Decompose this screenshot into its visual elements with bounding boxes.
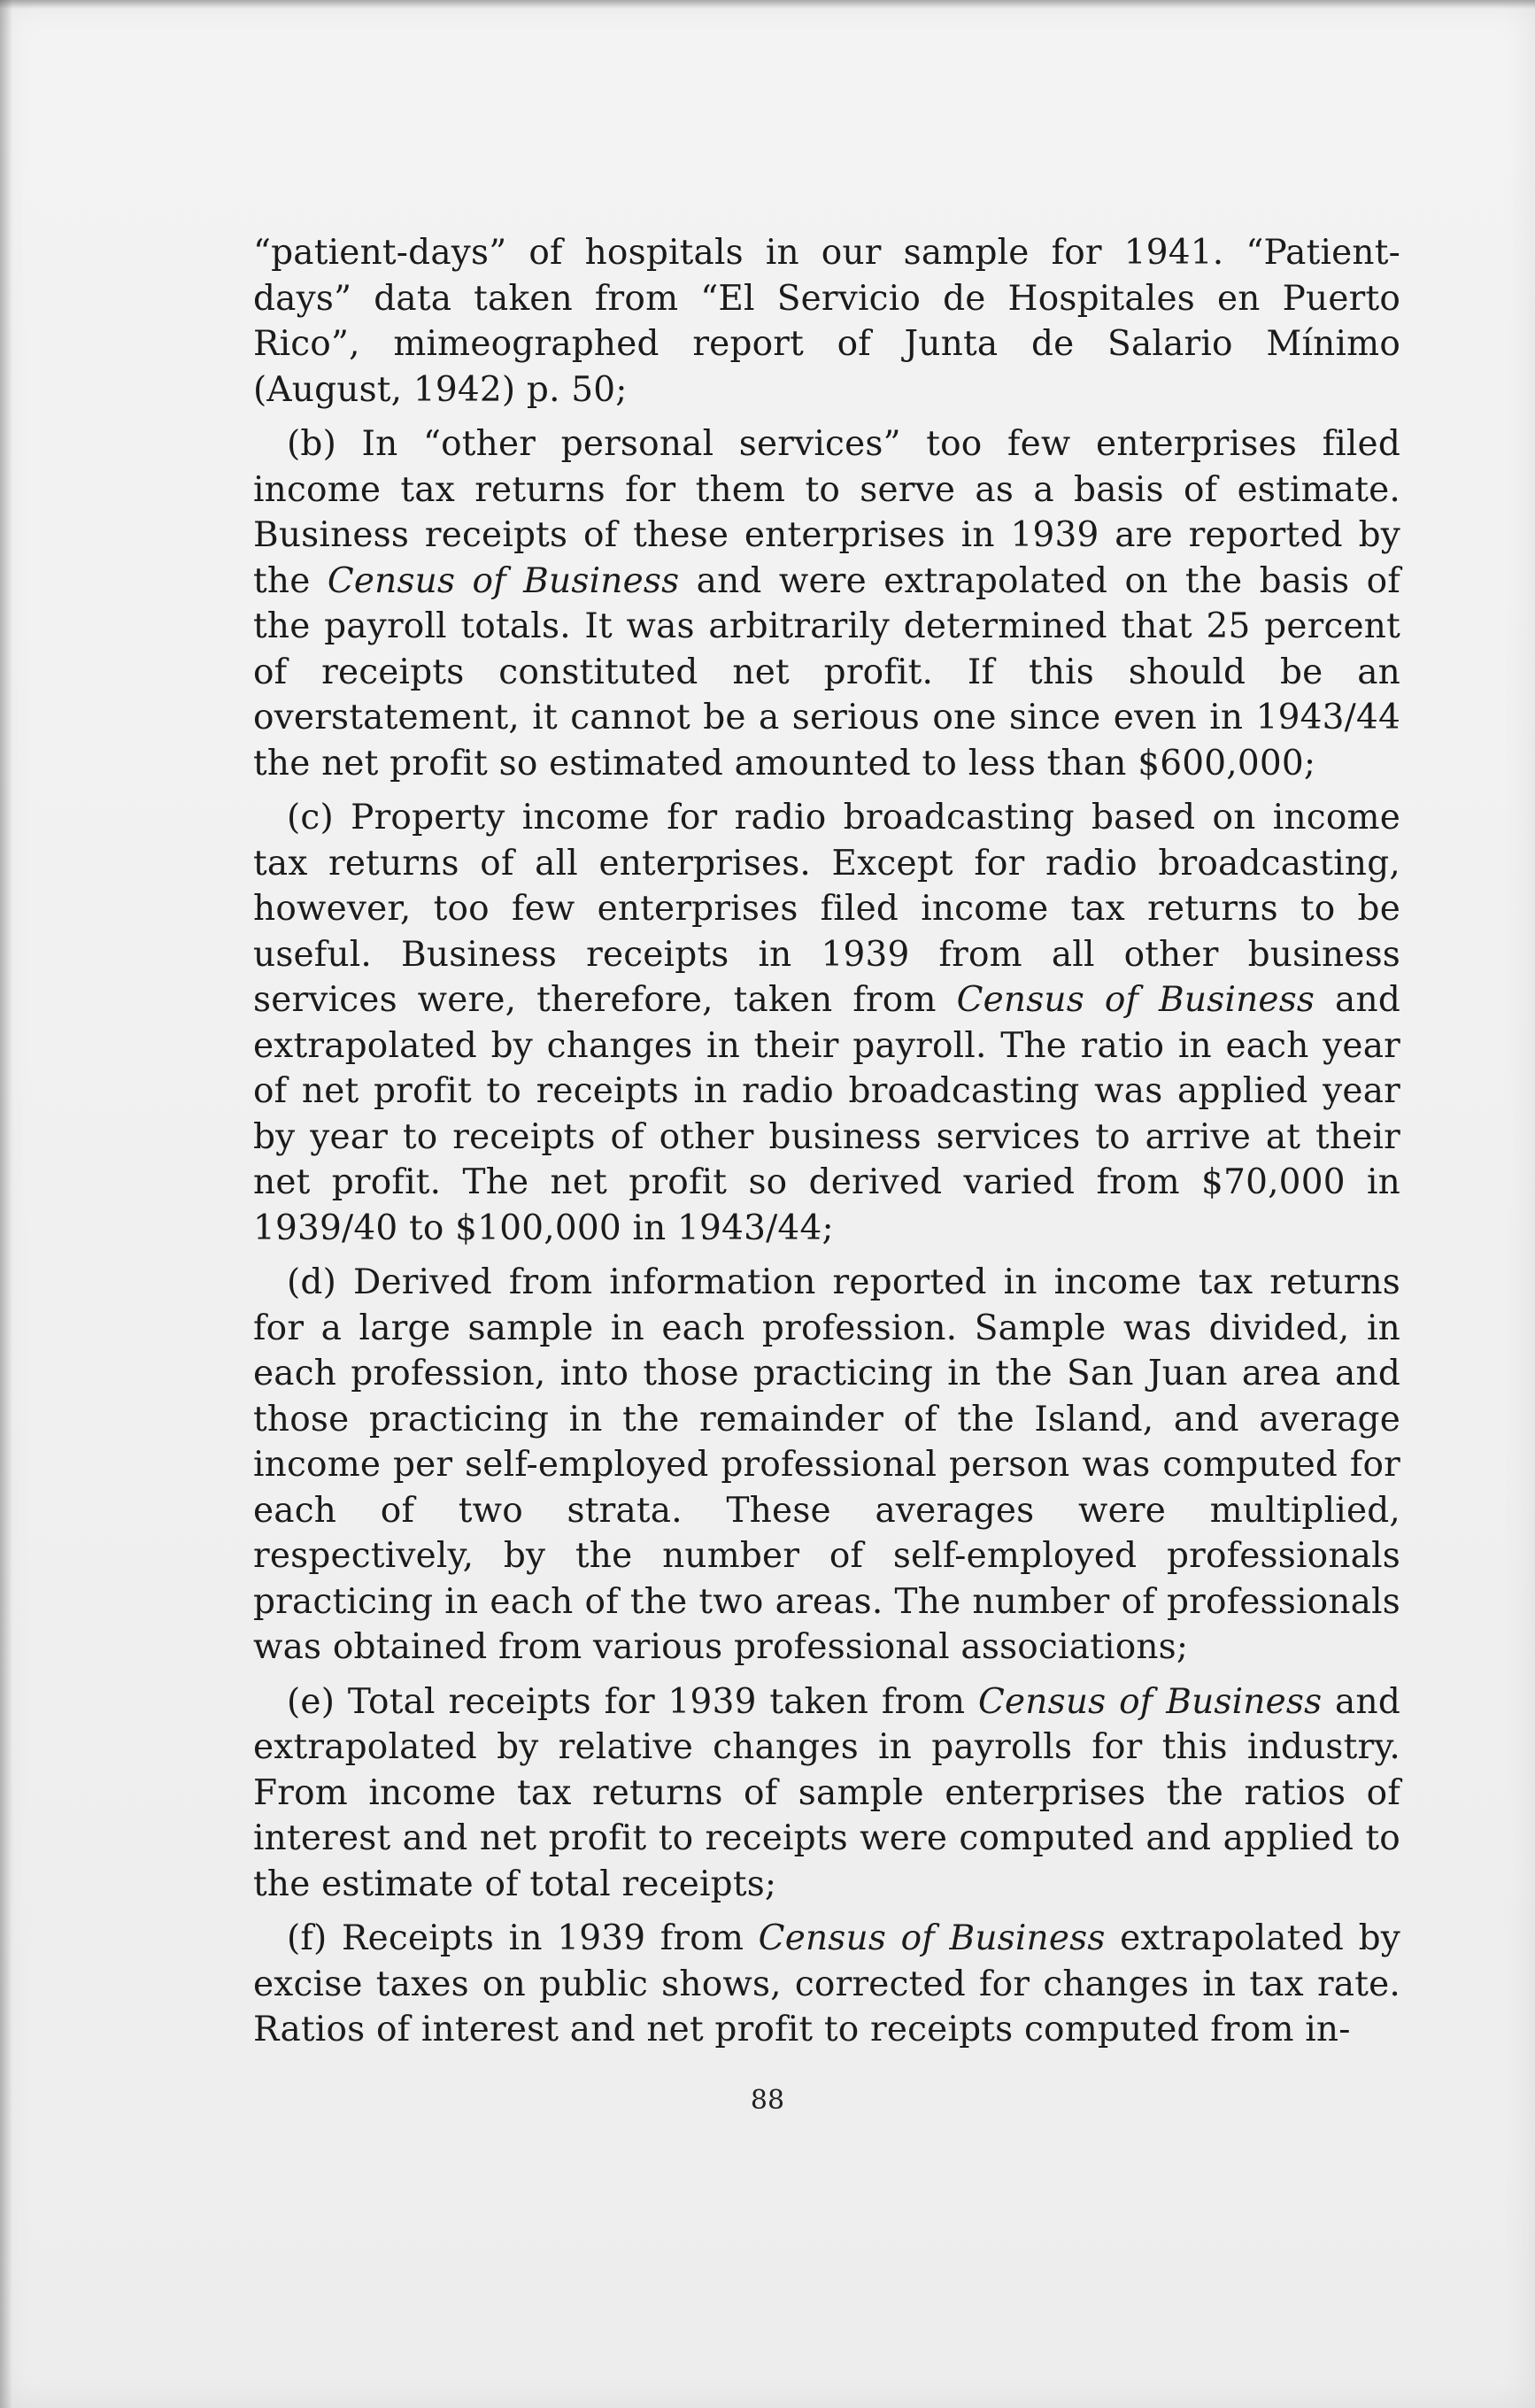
paragraph-intro-text: “patient-days” of hospitals in our sample for 1941. “Patient-days” data taken from “El Servicio de Hospitales en Puerto Rico”, mimeographed report of Junta de Salario Mínimo (August, 1942) p. 50; <box>253 233 1400 410</box>
paragraph-f <box>253 1916 1400 2053</box>
paragraph-e <box>253 1679 1400 1908</box>
paragraph-b <box>253 421 1400 786</box>
paragraph-f-italic-title: Census of Business <box>758 1918 1106 1958</box>
paragraph-d <box>253 1260 1400 1671</box>
paragraph-e-text-2: and extrapolated by relative changes in payrolls for this industry. From income tax returns of sample enterprises the ratios of interest and net profit to receipts were computed and applied to the estimate of total receipts; <box>253 1681 1400 1904</box>
paragraph-c <box>253 795 1400 1251</box>
paragraph-b-text-2: and were extrapolated on the basis of the payroll totals. It was arbitrarily determined that 25 percent of receipts constituted net profit. If this should be an overstatement, it cannot be a serious one since even in 1943/44 the net profit so estimated amounted to less than $600,000; <box>253 560 1400 783</box>
paragraph-e-text-1: (e) Total receipts for 1939 taken from <box>287 1681 978 1722</box>
paragraph-c-italic-title: Census of Business <box>956 980 1315 1020</box>
paragraph-c-text-2: and extrapolated by changes in their payroll. The ratio in each year of net profit to receipts in radio broadcasting was applied year by year to receipts of other business services to arrive at their net profit. The net profit so derived varied from $70,000 in 1939/40 to $100,000 in 1943/44; <box>253 980 1400 1248</box>
paragraph-intro <box>253 230 1400 413</box>
paragraph-f-text-2: extrapolated by excise taxes on public shows, corrected for changes in tax rate. Ratios of interest and net profit to receipts computed from in- <box>253 1918 1400 2049</box>
paragraph-c-text-1: (c) Property income for radio broadcasting based on income tax returns of all enterprises. Except for radio broadcasting, however, too few enterprises filed income tax returns to be useful. Business receipts in 1939 from all other business services were, therefore, taken from <box>253 798 1400 1020</box>
paragraph-e-italic-title: Census of Business <box>977 1681 1323 1722</box>
page-number: 88 <box>750 2085 785 2116</box>
paragraph-d-text: (d) Derived from information reported in income tax returns for a large sample in each profession. Sample was divided, in each profession, into those practicing in the San Juan area and those practicing in the remainder of the Island, and average income per self-employed professional person was computed for each of two strata. These averages were multiplied, respectively, by the number of self-employed professionals practicing in each of the two areas. The number of professionals was obtained from various professional associations; <box>253 1262 1400 1667</box>
paragraph-b-text-1: (b) In “other personal services” too few enterprises filed income tax returns for them to serve as a basis of estimate. Business receipts of these enterprises in 1939 are reported by the <box>253 424 1400 601</box>
paragraph-f-text-1: (f) Receipts in 1939 from <box>287 1918 759 1958</box>
paragraph-b-italic-title: Census of Business <box>327 560 680 601</box>
body-text <box>253 230 1400 2062</box>
